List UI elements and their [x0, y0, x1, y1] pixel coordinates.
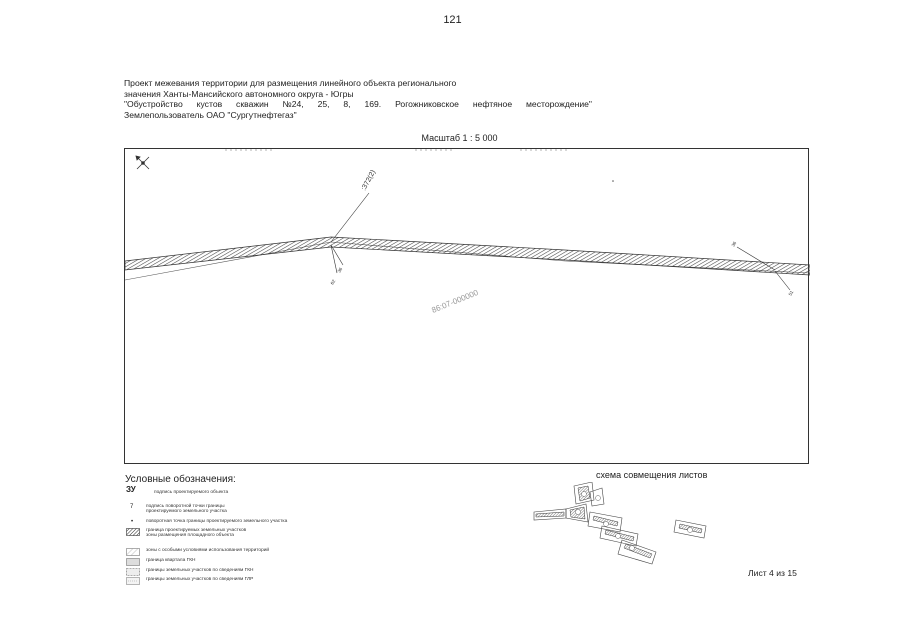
header-line-3-word: №24, — [282, 99, 304, 109]
linear-object-corridor — [125, 237, 810, 275]
header-line-3-word: "Обустройство — [124, 99, 183, 109]
point-label: 62 — [329, 278, 337, 286]
legend-text: границы земельных участков по сведениям ГКН — [146, 568, 254, 573]
legend-text: граница квартала ГКН — [146, 558, 196, 563]
header-line-4: Землепользователь ОАО "Сургутнефтегаз" — [124, 109, 297, 120]
glr-swatch-icon — [126, 577, 140, 585]
map-canvas — [125, 149, 810, 465]
sheet-label: Лист 4 из 15 — [748, 568, 797, 578]
legend-text: границы земельных участков по сведениям ГЛР — [146, 577, 254, 582]
header-line-1: Проект межевания территории для размещения линейного объекта регионального — [124, 78, 457, 88]
document-header — [124, 78, 604, 120]
header-line-3-word: кустов — [196, 99, 223, 109]
gkn-swatch-icon — [126, 568, 140, 576]
parcel-label: :372(2) — [360, 169, 378, 192]
point-label: 51 — [787, 289, 795, 297]
header-line-3 — [124, 99, 592, 110]
page-number: 121 — [443, 14, 462, 26]
zone-swatch-icon — [126, 548, 140, 556]
header-line-3-word: месторождение" — [526, 99, 592, 109]
header-line-3-word: скважин — [236, 99, 269, 109]
header-line-2: значения Ханты-Мансийского автономного округа - Югры — [124, 88, 354, 99]
legend-text: подпись поворотной точки границы проектируемого земельного участка — [146, 504, 227, 515]
header-line-3-word: 8, — [343, 99, 351, 109]
legend-text: зоны с особыми условиями использования территорий — [146, 548, 270, 553]
legend-symbol: ЗУ — [126, 485, 136, 494]
header-line-3-word: 25, — [317, 99, 330, 109]
legend-title: Условные обозначения: — [125, 474, 236, 485]
header-line-3-word: 169. — [364, 99, 382, 109]
legend-item-parcel-boundary — [124, 528, 364, 538]
point-label: 36 — [730, 240, 738, 248]
sheet-layout-scheme — [530, 482, 750, 582]
map-dot — [612, 180, 614, 182]
legend-symbol: • — [131, 519, 134, 525]
legend-item-quarter-boundary — [124, 558, 364, 568]
cadastral-quarter-label: 86:07-000000 — [430, 288, 480, 315]
header-line-3-word: нефтяное — [472, 99, 513, 109]
legend-item-point-label — [124, 504, 364, 514]
scale-label: Масштаб 1 : 5 000 — [421, 133, 498, 143]
legend-item-object-label — [124, 486, 364, 496]
north-arrow-icon — [136, 156, 149, 169]
legend-symbol: 7 — [130, 504, 134, 510]
legend-text: поворотная точка границы проектируемого земельного участка — [146, 519, 288, 524]
scheme-title: схема совмещения листов — [596, 470, 708, 480]
hatch-swatch-icon — [126, 528, 140, 536]
legend-text: граница проектируемых земельных участков зоны размещения площадного объекта — [146, 528, 247, 539]
map-frame — [124, 148, 809, 464]
header-line-3-word: Рогожниковское — [395, 99, 459, 109]
legend-item-special-zone — [124, 548, 364, 558]
legend-text: подпись проектируемого объекта — [154, 490, 229, 495]
point-label: 36 — [336, 266, 344, 274]
quarter-swatch-icon — [126, 558, 140, 566]
legend-item-glr-parcels — [124, 577, 364, 587]
